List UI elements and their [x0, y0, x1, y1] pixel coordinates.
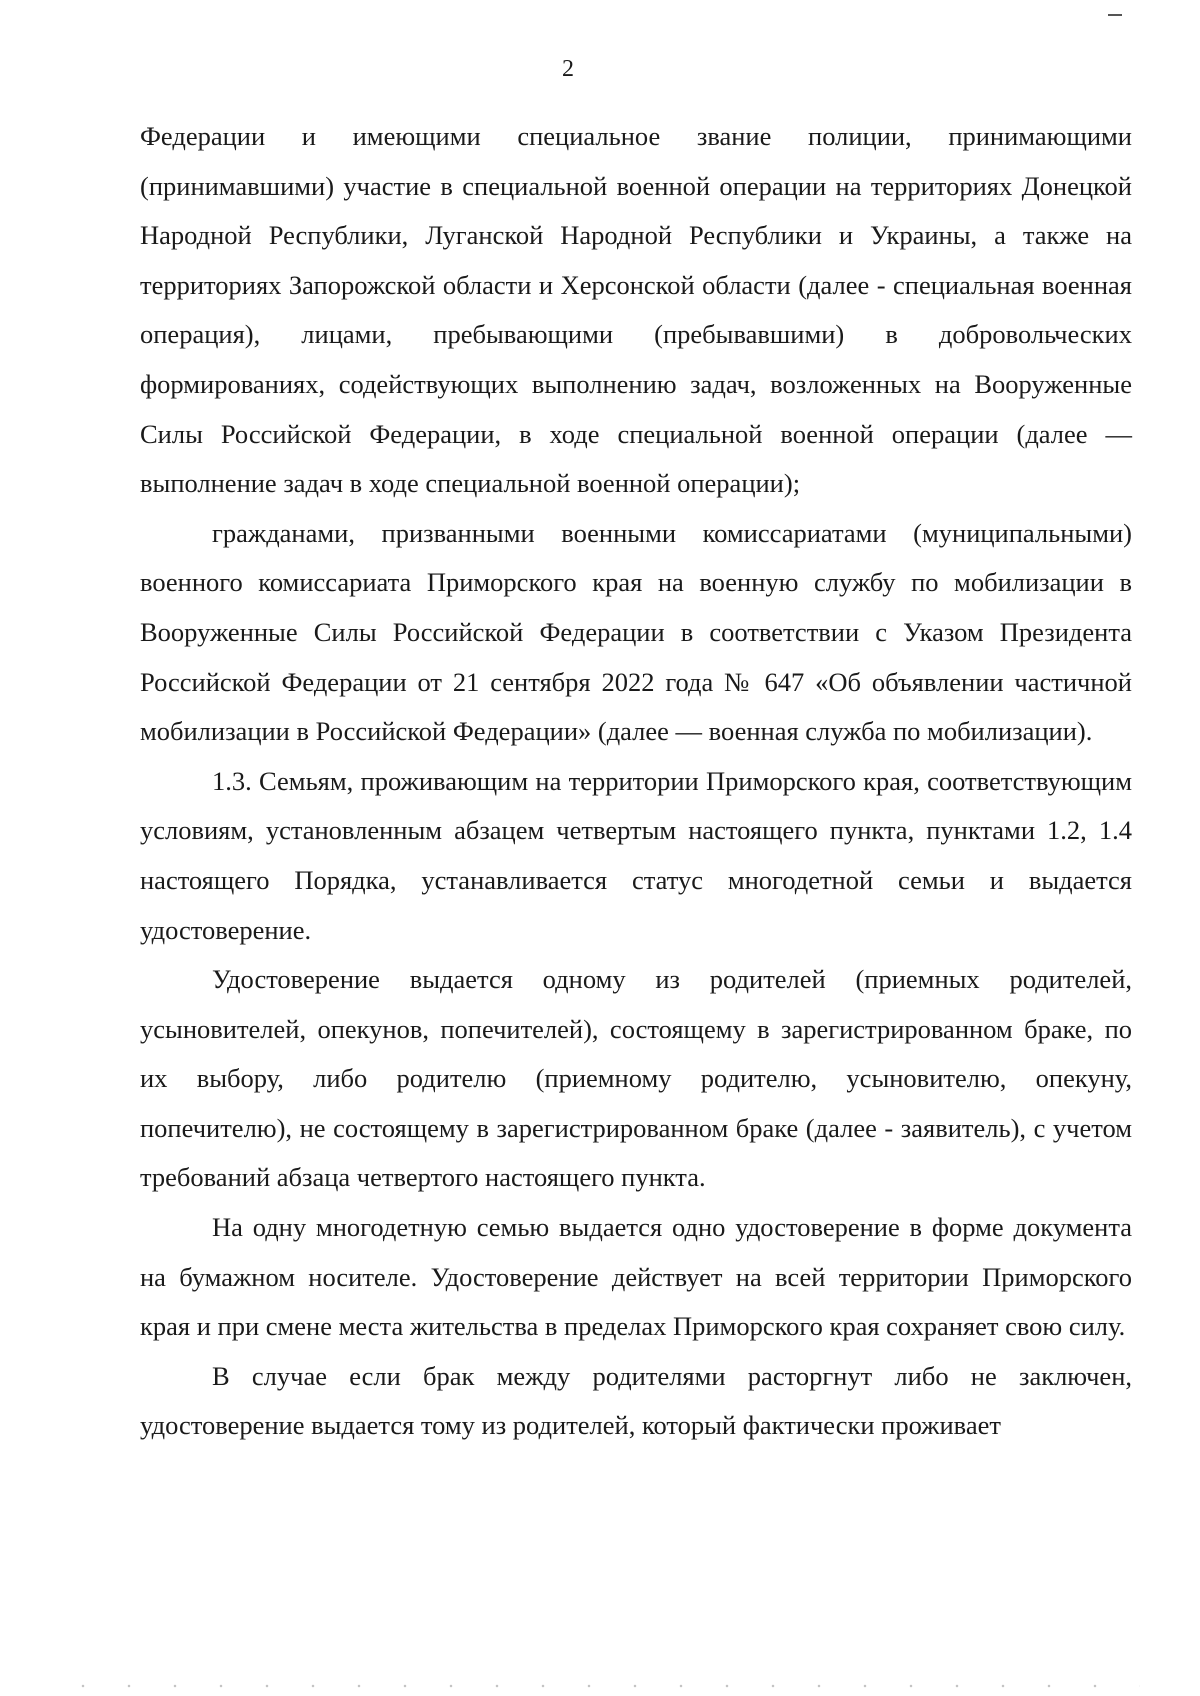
scan-artifact-bottom: [60, 1684, 1140, 1688]
paragraph-mobilization: гражданами, призванными военными комиссариатами (муниципальными) военного комиссариата Приморского края на военную службу по мобилизации в Вооруженные Силы Российской Федерации в соответствии с Указом Президента Российской Федерации от 21 сентября 2022 года № 647 «Об объявлении частичной мобилизации в Российской Федерации» (далее — военная служба по мобилизации).: [140, 517, 1132, 747]
page-number: 2: [562, 56, 574, 82]
paragraph-continuation: Федерации и имеющими специальное звание полиции, принимающими (принимавшими) участие в специальной военной операции на территориях Донецкой Народной Республики, Луганской Народной Республики и Украины, а также на территориях Запорожской области и Херсонской области (далее - специальная военная операция), лицами, пребывающими (пребывавшими) в добровольческих формированиях, содействующих выполнению задач, возложенных на Вооруженные Силы Российской Федерации, в ходе специальной военной операции (далее — выполнение задач в ходе специальной военной операции);: [140, 121, 1132, 499]
paragraph-divorce-case: В случае если брак между родителями расторгнут либо не заключен, удостоверение выдается тому из родителей, который фактически проживает: [140, 1360, 1132, 1441]
paragraph-1-3: 1.3. Семьям, проживающим на территории Приморского края, соответствующим условиям, установленным абзацем четвертым настоящего пункта, пунктами 1.2, 1.4 настоящего Порядка, устанавливается статус многодетной семьи и выдается удостоверение.: [140, 765, 1132, 945]
document-body: [140, 112, 1132, 1451]
paragraph-certificate-issuance: Удостоверение выдается одному из родителей (приемных родителей, усыновителей, опекунов, попечителей), состоящему в зарегистрированном браке, по их выбору, либо родителю (приемному родителю, усыновителю, опекуну, попечителю), не состоящему в зарегистрированном браке (далее - заявитель), с учетом требований абзаца четвертого настоящего пункта.: [140, 964, 1132, 1193]
scan-artifact: [1108, 14, 1122, 16]
paragraph-one-certificate: На одну многодетную семью выдается одно удостоверение в форме документа на бумажном носителе. Удостоверение действует на всей территории Приморского края и при смене места жительства в пределах Приморского края сохраняет свою силу.: [140, 1212, 1132, 1342]
